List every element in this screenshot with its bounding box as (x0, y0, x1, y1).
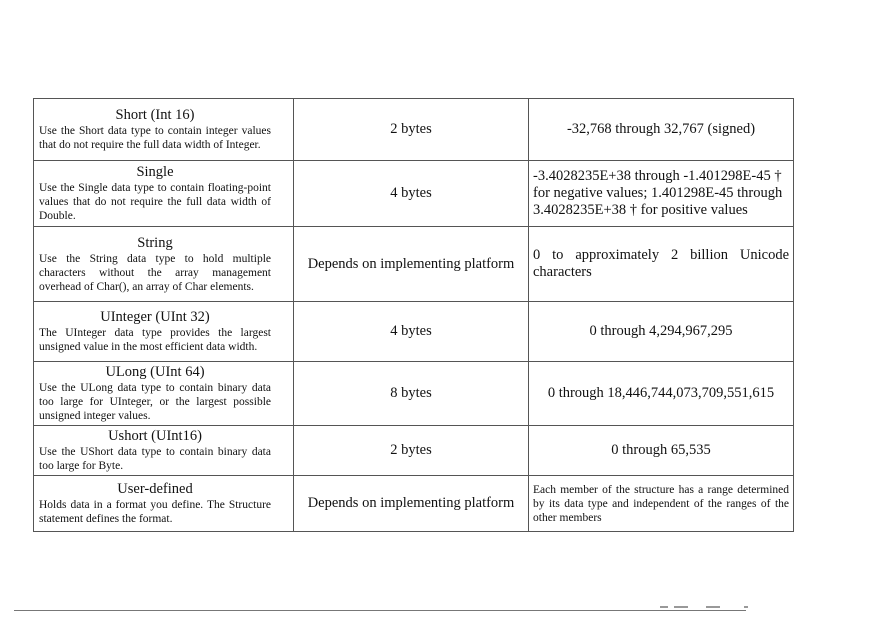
table-row (34, 99, 794, 161)
type-name: UInteger (UInt 32) (100, 309, 210, 325)
type-name: Short (Int 16) (115, 107, 195, 123)
table-row (34, 227, 794, 302)
storage-size: 2 bytes (294, 426, 529, 476)
type-description: Use the String data type to hold multiple characters without the array management overhead of Char(), an array of Char elements. (39, 252, 271, 293)
type-cell (34, 99, 294, 161)
storage-size: Depends on implementing platform (294, 476, 529, 532)
type-cell (34, 302, 294, 362)
type-cell (34, 426, 294, 476)
type-description: Use the ULong data type to contain binary data too large for UInteger, or the largest possible unsigned integer values. (39, 382, 271, 422)
type-description: Use the Short data type to contain integer values that do not require the full data width of Integer. (39, 125, 271, 151)
storage-size: 2 bytes (294, 99, 529, 161)
storage-size: 4 bytes (294, 302, 529, 362)
value-range: 0 through 65,535 (529, 426, 794, 476)
type-cell (34, 362, 294, 426)
table-row (34, 426, 794, 476)
scan-artifact (660, 603, 750, 611)
type-description: The UInteger data type provides the largest unsigned value in the most efficient data width. (39, 327, 271, 353)
data-types-table (33, 98, 794, 532)
type-cell (34, 476, 294, 532)
table-row (34, 302, 794, 362)
table-row (34, 161, 794, 227)
table-row (34, 476, 794, 532)
value-range: -32,768 through 32,767 (signed) (529, 99, 794, 161)
type-name: ULong (UInt 64) (105, 364, 205, 380)
type-name: Single (136, 164, 174, 180)
type-name: User-defined (117, 481, 193, 497)
storage-size: 4 bytes (294, 161, 529, 227)
value-range: Each member of the structure has a range determined by its data type and independent of the ranges of the other members (529, 476, 794, 532)
value-range: -3.4028235E+38 through -1.401298E-45 † for negative values; 1.401298E-45 through 3.4028235E+38 † for positive values (529, 161, 794, 227)
type-description: Holds data in a format you define. The Structure statement defines the format. (39, 499, 271, 525)
value-range: 0 to approximately 2 billion Unicode characters (529, 227, 794, 302)
type-cell (34, 161, 294, 227)
storage-size: 8 bytes (294, 362, 529, 426)
value-range: 0 through 18,446,744,073,709,551,615 (529, 362, 794, 426)
table-row (34, 362, 794, 426)
type-name: Ushort (UInt16) (108, 428, 202, 444)
type-description: Use the UShort data type to contain binary data too large for Byte. (39, 446, 271, 472)
page-footer-rule (14, 610, 746, 611)
value-range: 0 through 4,294,967,295 (529, 302, 794, 362)
storage-size: Depends on implementing platform (294, 227, 529, 302)
type-cell (34, 227, 294, 302)
type-description: Use the Single data type to contain floating-point values that do not require the full data width of Double. (39, 182, 271, 222)
type-name: String (137, 234, 173, 251)
